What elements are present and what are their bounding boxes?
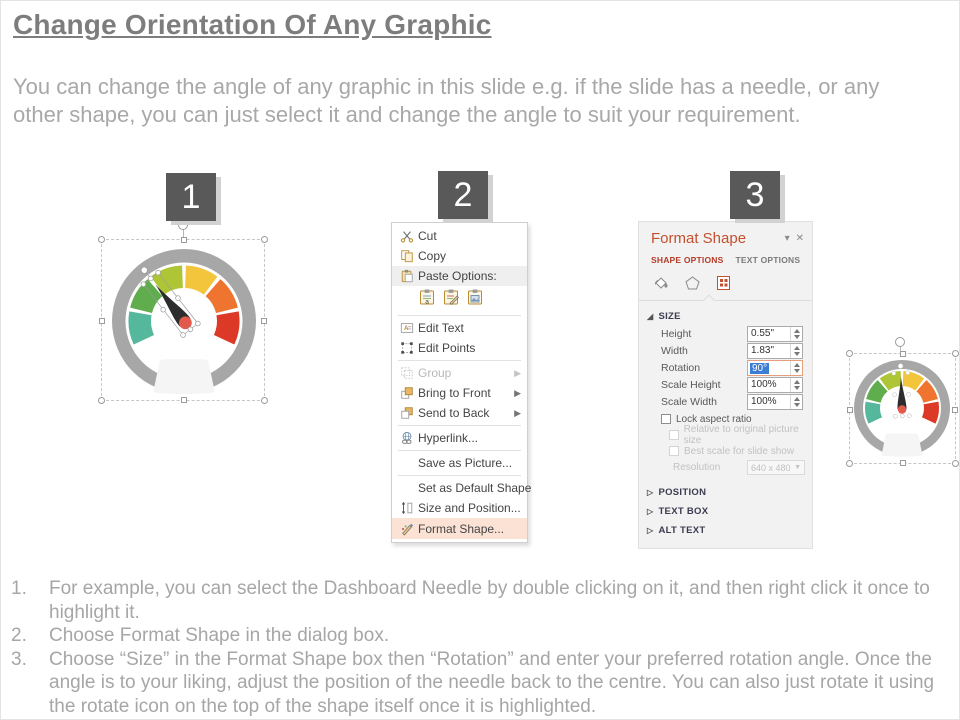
- selection-handle[interactable]: [99, 318, 105, 324]
- send-to-back-icon: [396, 405, 418, 421]
- checkbox-icon: [669, 430, 679, 440]
- paste-icon: [396, 268, 418, 284]
- list-number: 3.: [11, 648, 27, 670]
- menu-item-edit-points[interactable]: [392, 338, 527, 358]
- menu-item-set-as-default-shape[interactable]: [392, 478, 532, 498]
- menu-separator: [398, 450, 521, 451]
- menu-item-label: Hyperlink...: [418, 431, 479, 445]
- cut-icon: [396, 228, 418, 244]
- hyperlink-icon: [396, 430, 418, 446]
- selection-handle[interactable]: [847, 407, 853, 413]
- menu-item-paste-options[interactable]: [392, 266, 527, 286]
- collapsed-marker-icon: ▷: [647, 526, 654, 535]
- field-label: Scale Width: [661, 396, 718, 408]
- fill-line-icon[interactable]: [653, 275, 670, 294]
- selection-handle[interactable]: [900, 351, 906, 357]
- spinner-control[interactable]: [790, 327, 802, 341]
- svg-text:A: A: [403, 325, 409, 333]
- section-label: TEXT BOX: [658, 506, 709, 517]
- step-badge-2: 2: [438, 171, 488, 219]
- menu-item-copy[interactable]: [392, 246, 527, 266]
- field-value: 100%: [751, 379, 777, 390]
- selection-handle[interactable]: [846, 350, 853, 357]
- dropdown-value: 640 x 480: [751, 462, 791, 473]
- menu-item-edit-text[interactable]: [392, 318, 527, 338]
- menu-item-label: Size and Position...: [418, 501, 521, 515]
- paste-picture-icon[interactable]: [442, 288, 460, 311]
- field-scale-height: [639, 377, 812, 394]
- instructions-list: [11, 577, 935, 718]
- menu-item-label: Edit Text: [418, 321, 464, 335]
- edit-text-icon: [396, 320, 418, 336]
- menu-item-label: Format Shape...: [418, 521, 505, 536]
- menu-item-size-and-position[interactable]: [392, 498, 527, 518]
- list-number: 2.: [11, 625, 27, 646]
- selection-handle[interactable]: [98, 397, 105, 404]
- paste-keep-formatting-icon[interactable]: [418, 288, 436, 311]
- rotated-gauge-graphic[interactable]: [852, 358, 952, 458]
- edit-points-icon: [396, 340, 418, 356]
- list-text: Choose “Size” in the Format Shape box then “Rotation” and enter your preferred rotation angle. Once the angle is to your liking, adjust the position of the needle back to the centre. You can also just rotate it using the rotate icon on the top of the shape itself once it is highlighted.: [49, 648, 935, 717]
- format-shape-icon: [396, 521, 418, 537]
- relative-size-checkbox: [639, 424, 812, 446]
- selection-handle[interactable]: [952, 350, 959, 357]
- effects-icon[interactable]: [684, 275, 701, 294]
- step-badge-3: 3: [730, 171, 780, 219]
- panel-title: Format Shape: [651, 230, 747, 247]
- checkbox-icon: [669, 446, 679, 456]
- spinner-control[interactable]: [790, 361, 802, 375]
- scale-width-input[interactable]: [747, 394, 803, 410]
- list-text: Choose Format Shape in the dialog box.: [49, 625, 390, 646]
- section-alt-text[interactable]: [639, 521, 812, 540]
- menu-item-label: Send to Back: [418, 406, 490, 420]
- menu-separator: [398, 425, 521, 426]
- selection-handle[interactable]: [261, 397, 268, 404]
- selection-handle[interactable]: [261, 236, 268, 243]
- format-shape-panel: [638, 221, 813, 549]
- selection-handle[interactable]: [261, 318, 267, 324]
- checkbox-label: Lock aspect ratio: [676, 413, 752, 425]
- field-label: Scale Height: [661, 379, 721, 391]
- checkbox-icon[interactable]: [661, 414, 671, 424]
- step-badge-1: 1: [166, 173, 216, 221]
- menu-item-label: Edit Points: [418, 341, 476, 355]
- field-value: 0.55": [751, 328, 775, 339]
- collapsed-marker-icon: ▷: [647, 488, 654, 497]
- menu-item-hyperlink[interactable]: [392, 428, 527, 448]
- gauge-svg: [852, 358, 952, 458]
- size-properties-icon[interactable]: [715, 275, 732, 294]
- page-title: Change Orientation Of Any Graphic: [13, 9, 492, 40]
- menu-item-format-shape[interactable]: [392, 518, 527, 539]
- menu-item-label: Group: [418, 366, 452, 380]
- list-text: For example, you can select the Dashboard Needle by double clicking on it, and then right click it once to highlight it.: [49, 578, 930, 623]
- tab-text-options[interactable]: TEXT OPTIONS: [735, 255, 801, 265]
- section-label: ALT TEXT: [658, 525, 706, 536]
- checkbox-label: Relative to original picture size: [683, 424, 799, 446]
- list-item: [11, 624, 935, 648]
- spinner-control[interactable]: [790, 344, 802, 358]
- menu-item-label: Set as Default Shape: [418, 481, 532, 495]
- resolution-dropdown: [747, 460, 805, 475]
- menu-item-label: Paste Options:: [418, 269, 497, 283]
- resolution-row: [639, 459, 812, 477]
- section-text-box[interactable]: [639, 502, 812, 521]
- field-scale-width: [639, 394, 812, 411]
- height-input[interactable]: [747, 326, 803, 342]
- selection-handle[interactable]: [98, 236, 105, 243]
- spinner-control[interactable]: [790, 378, 802, 392]
- selection-handle[interactable]: [952, 460, 959, 467]
- selection-handle[interactable]: [181, 237, 187, 243]
- selection-handle[interactable]: [181, 397, 187, 403]
- no-icon: [396, 480, 418, 496]
- menu-item-label: Save as Picture...: [418, 456, 513, 470]
- field-label: Rotation: [661, 362, 701, 374]
- rotation-input[interactable]: [747, 360, 803, 376]
- best-scale-checkbox: [639, 443, 812, 459]
- tab-shape-options[interactable]: SHAPE OPTIONS: [651, 255, 724, 265]
- section-position[interactable]: [639, 483, 812, 502]
- menu-item-save-as-picture[interactable]: [392, 453, 527, 473]
- paste-image-only-icon[interactable]: [466, 288, 484, 311]
- field-value-selected: 90°: [752, 362, 768, 374]
- dropdown-arrow-icon: ▼: [794, 464, 801, 471]
- selection-handle[interactable]: [846, 460, 853, 467]
- selection-handle[interactable]: [900, 460, 906, 466]
- collapsed-marker-icon: ▷: [647, 507, 654, 516]
- scale-height-input[interactable]: [747, 377, 803, 393]
- submenu-arrow-icon: ▶: [514, 407, 521, 418]
- submenu-arrow-icon: ▶: [514, 387, 521, 398]
- field-value: 100%: [751, 396, 777, 407]
- menu-item-label: Copy: [418, 249, 447, 263]
- width-input[interactable]: [747, 343, 803, 359]
- menu-item-label: Cut: [418, 229, 437, 243]
- paste-options-row: [392, 286, 527, 313]
- dashboard-gauge-graphic[interactable]: [109, 246, 259, 396]
- field-label: Width: [661, 345, 688, 357]
- menu-item-cut[interactable]: [392, 226, 527, 246]
- group-icon: [396, 365, 418, 381]
- field-width: [639, 343, 812, 360]
- field-value: 1.83": [751, 345, 775, 356]
- section-label: SIZE: [658, 311, 681, 322]
- field-height: [639, 326, 812, 343]
- field-label: Height: [661, 328, 692, 340]
- bring-to-front-icon: [396, 385, 418, 401]
- section-size[interactable]: [639, 307, 812, 326]
- menu-separator: [398, 475, 521, 476]
- panel-collapse-icon[interactable]: ▾: [784, 233, 790, 244]
- no-icon: [396, 455, 418, 471]
- list-item: [11, 577, 935, 624]
- menu-item-group: [392, 363, 527, 383]
- submenu-arrow-icon: ▶: [514, 367, 521, 378]
- intro-paragraph: You can change the angle of any graphic in this slide e.g. if the slide has a needle, or any other shape, you can just select it and change the angle to suit your requirement.: [13, 74, 880, 127]
- selection-handle[interactable]: [952, 407, 958, 413]
- spinner-control[interactable]: [790, 395, 802, 409]
- section-label: POSITION: [658, 487, 707, 498]
- list-number: 1.: [11, 578, 27, 599]
- checkbox-label: Best scale for slide show: [684, 445, 795, 457]
- list-item: [11, 648, 935, 719]
- gauge-svg: [109, 246, 259, 396]
- menu-separator: [398, 360, 521, 361]
- rotate-handle-icon[interactable]: [895, 337, 905, 347]
- field-rotation: [639, 360, 812, 377]
- size-position-icon: [396, 500, 418, 516]
- menu-item-bring-to-front[interactable]: [392, 383, 527, 403]
- panel-close-icon[interactable]: ✕: [795, 233, 804, 244]
- resolution-label: Resolution: [673, 462, 721, 473]
- menu-separator: [398, 315, 521, 316]
- expanded-marker-icon: ◢: [647, 312, 654, 321]
- menu-item-send-to-back[interactable]: [392, 403, 527, 423]
- rotate-handle-icon[interactable]: [178, 220, 188, 230]
- svg-text:a: a: [425, 298, 429, 306]
- context-menu: [391, 222, 532, 543]
- copy-icon: [396, 248, 418, 264]
- menu-item-label: Bring to Front: [418, 386, 491, 400]
